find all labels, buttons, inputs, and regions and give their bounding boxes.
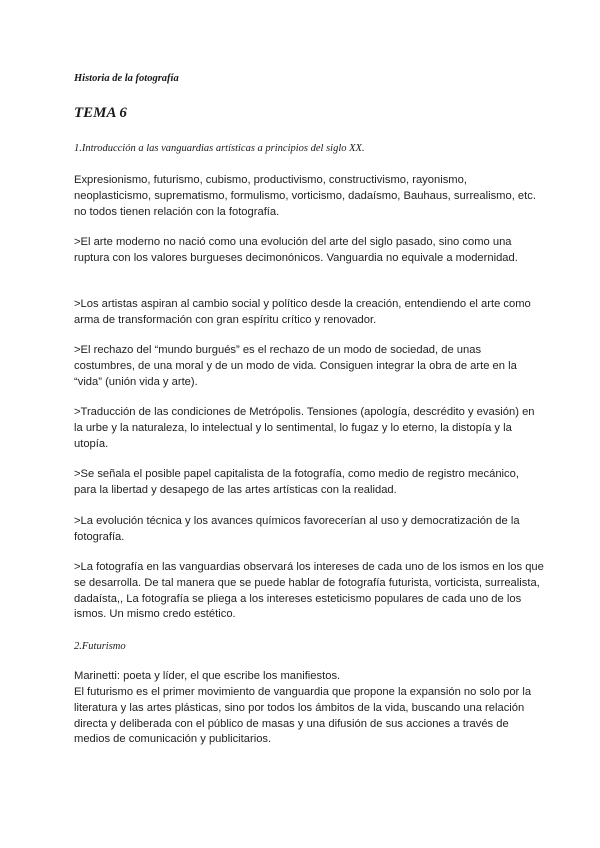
paragraph: >La fotografía en las vanguardias observará los intereses de cada uno de los ismos en los que se desarrolla. De tal manera que se puede hablar de fotografía futurista, vorticista, surrealista, dadaísta,, La fotografía se pliega a los intereses esteticismo populares de cada uno de los ismos. Un mismo credo estético. (74, 561, 544, 621)
paragraph: >La evolución técnica y los avances químicos favorecerían al uso y democratización de la fotografía. (74, 515, 520, 543)
paragraph: >Traducción de las condiciones de Metrópolis. Tensiones (apología, descrédito y evasión) en la urbe y la naturaleza, lo intelectual y lo sentimental, lo fugaz y lo eterno, la distopía y la utopía. (74, 406, 535, 450)
topic-title: TEMA 6 (74, 105, 127, 121)
paragraph: Marinetti: poeta y líder, el que escribe los manifiestos. (74, 670, 341, 682)
paragraph: El futurismo es el primer movimiento de vanguardia que propone la expansión no solo por la literatura y las artes plásticas, sino por todos los ámbitos de la vida, buscando una relación directa y deliberada con el público de masas y una difusión de sus acciones a través de medios de comunicación y publicitarios. (74, 686, 532, 746)
paragraph: Expresionismo, futurismo, cubismo, productivismo, constructivismo, rayonismo, neoplasticismo, suprematismo, formulismo, vorticismo, dadaísmo, Bauhaus, surrealismo, etc. no todos tienen relación con la fotografía. (74, 174, 536, 218)
section-heading-1: 1.Introducción a las vanguardias artísticas a principios del siglo XX. (74, 143, 365, 154)
document-header: Historia de la fotografía (74, 73, 179, 84)
paragraph: >Se señala el posible papel capitalista de la fotografía, como medio de registro mecánico, para la libertad y desapego de las artes artísticas con la realidad. (74, 468, 519, 496)
paragraph: >El rechazo del “mundo burgués” es el rechazo de un modo de sociedad, de unas costumbres, de una moral y de un modo de vida. Consiguen integrar la obra de arte en la “vida” (unión vida y arte). (74, 344, 517, 388)
paragraph: >Los artistas aspiran al cambio social y político desde la creación, entendiendo el arte como arma de transformación con gran espíritu crítico y renovador. (74, 298, 531, 326)
paragraph: >El arte moderno no nació como una evolución del arte del siglo pasado, sino como una ruptura con los valores burgueses decimonónicos. Vanguardia no equivale a modernidad. (74, 236, 518, 264)
section-heading-2: 2.Futurismo (74, 641, 126, 652)
